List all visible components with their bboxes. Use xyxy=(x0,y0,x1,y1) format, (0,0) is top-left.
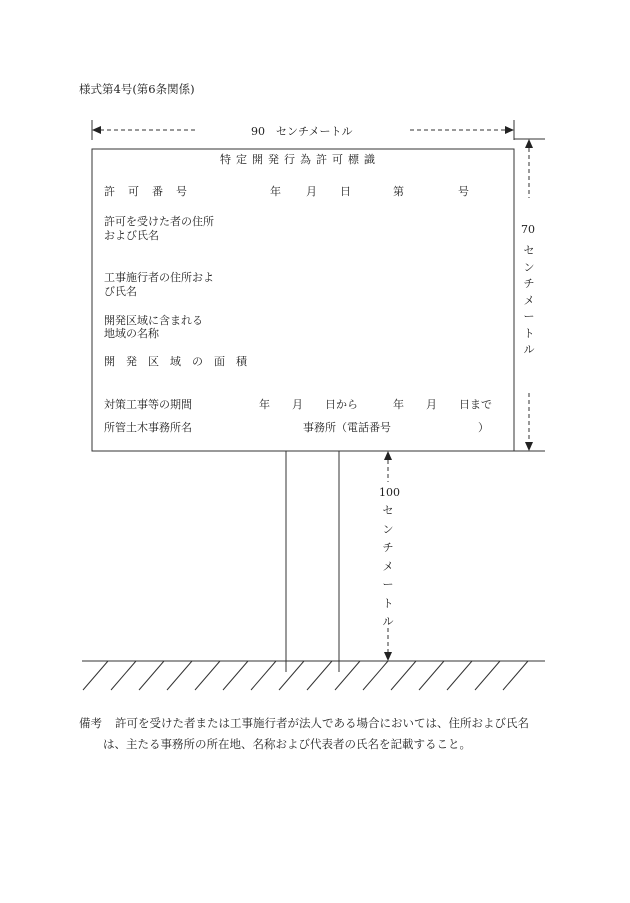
pole-up-arrow-icon xyxy=(384,451,392,460)
period-year-end: 年 xyxy=(393,398,404,411)
area-name-label-line1: 開発区域に含まれる xyxy=(104,314,203,327)
period-year-start: 年 xyxy=(259,398,270,411)
height-dimension-number: 70 xyxy=(521,223,535,236)
height-dimension-text: センチメートル xyxy=(523,244,535,356)
period-month-start: 月 xyxy=(292,398,303,411)
permit-gou: 号 xyxy=(458,185,469,198)
note-line2: は、主たる事務所の所在地、名称および代表者の氏名を記載すること。 xyxy=(103,737,471,751)
height-up-arrow-icon xyxy=(525,139,533,148)
contractor-label-line1: 工事施行者の住所およ xyxy=(104,271,214,284)
permit-day: 日 xyxy=(340,185,351,198)
sign-title: 特定開発行為許可標識 xyxy=(220,153,380,166)
holder-label-line1: 許可を受けた者の住所 xyxy=(104,215,214,228)
ground-hatching xyxy=(83,661,528,690)
permit-dai: 第 xyxy=(393,185,404,198)
pole-down-arrow-icon xyxy=(384,652,392,661)
note-line1: 許可を受けた者または工事施行者が法人である場合においては、住所および氏名 xyxy=(115,716,529,730)
note-label: 備考 xyxy=(79,716,102,730)
period-month-end: 月 xyxy=(426,398,437,411)
permit-year: 年 xyxy=(270,185,281,198)
period-label: 対策工事等の期間 xyxy=(104,398,192,411)
pole-dimension-text: センチメートル xyxy=(382,504,394,628)
area-name-label-line2: 地域の名称 xyxy=(104,327,159,340)
period-to: 日まで xyxy=(459,398,492,411)
period-from: 日から xyxy=(325,398,358,411)
holder-label-line2: および氏名 xyxy=(104,229,159,242)
height-down-arrow-icon xyxy=(525,442,533,451)
area-size-label: 開 発 区 域 の 面 積 xyxy=(104,355,247,368)
pole-dimension-number: 100 xyxy=(379,486,400,499)
width-dimension-label: 90 センチメートル xyxy=(251,125,353,138)
office-phone-close: ） xyxy=(478,421,489,434)
width-left-arrow-icon xyxy=(92,126,101,134)
office-phone-label: 事務所（電話番号 xyxy=(303,421,391,434)
contractor-label-line2: び氏名 xyxy=(104,285,137,298)
form-number-label: 様式第4号(第6条関係) xyxy=(79,82,195,96)
office-label: 所管土木事務所名 xyxy=(104,421,192,434)
permit-month: 月 xyxy=(306,185,317,198)
width-right-arrow-icon xyxy=(505,126,514,134)
permit-number-label: 許 可 番 号 xyxy=(104,185,188,198)
